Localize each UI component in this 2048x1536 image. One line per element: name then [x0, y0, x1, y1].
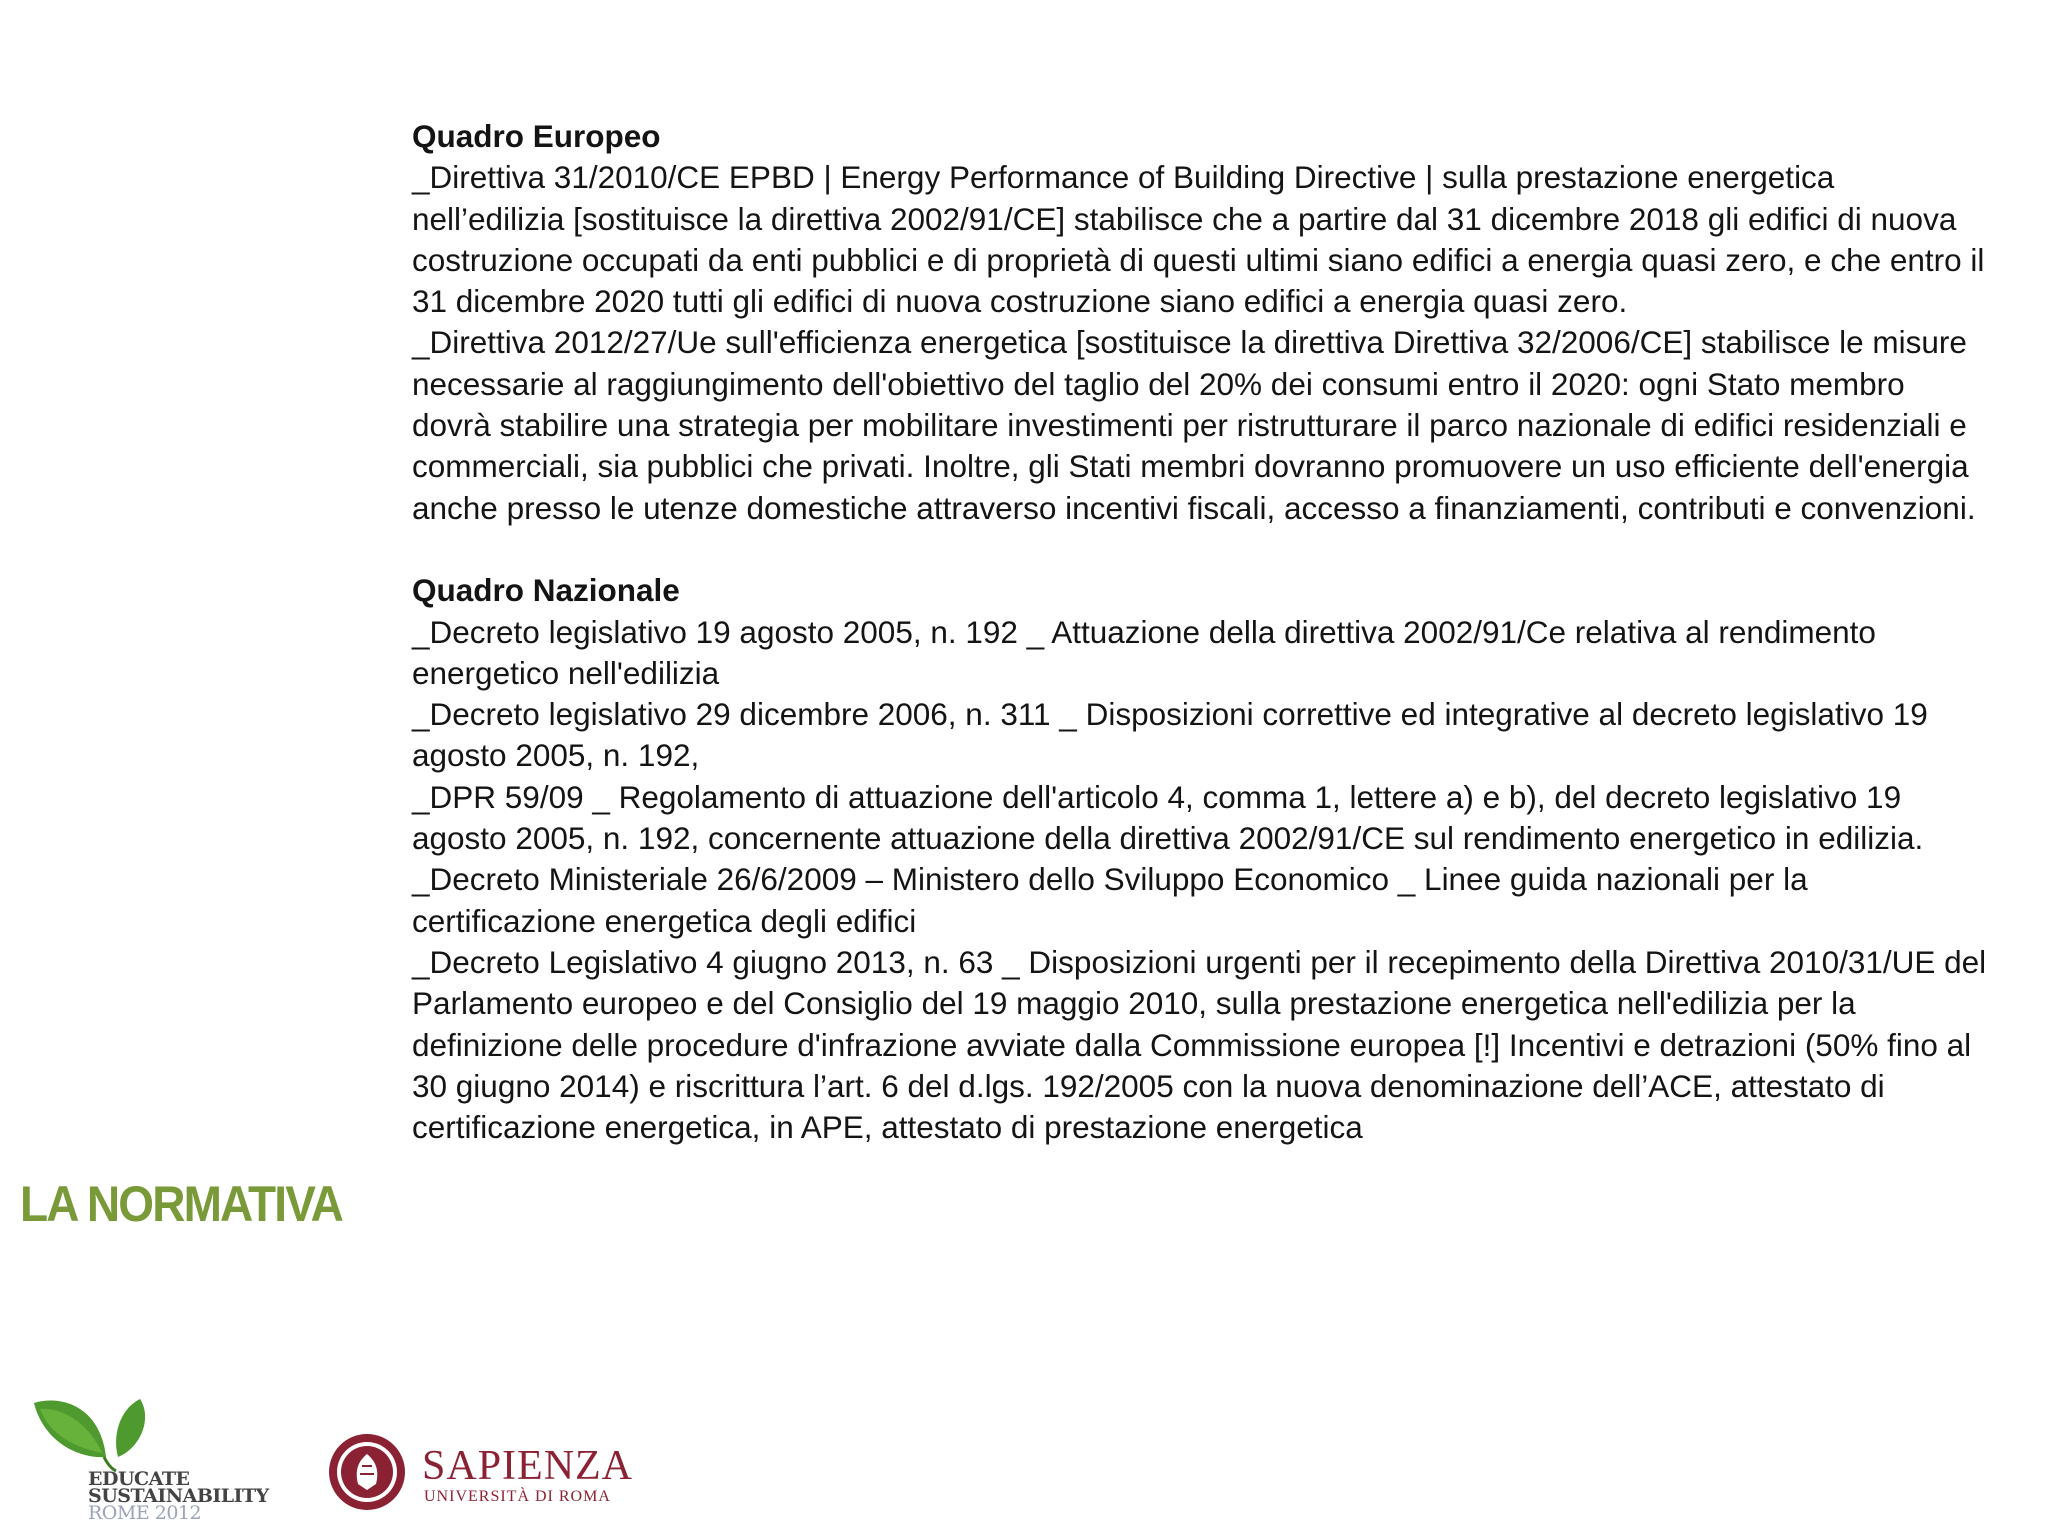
section-title: LA NORMATIVA	[20, 1176, 343, 1232]
sapienza-name: SAPIENZA	[422, 1443, 634, 1489]
university-seal-icon	[326, 1428, 408, 1516]
paragraph-national-4: _Decreto Ministeriale 26/6/2009 – Ministero dello Sviluppo Economico _ Linee guida nazionali per la certificazione energetica degli edifici	[412, 861, 1808, 939]
educate-wordmark	[88, 1468, 269, 1524]
educate-sustainability-logo	[30, 1395, 290, 1530]
educate-line1: EDUCATE	[88, 1468, 190, 1490]
paragraph-national-1: _Decreto legislativo 19 agosto 2005, n. 192 _ Attuazione della direttiva 2002/91/Ce relativa al rendimento energetico nell'edilizia	[412, 613, 1876, 691]
paragraph-national-2: _Decreto legislativo 29 dicembre 2006, n. 311 _ Disposizioni correttive ed integrative al decreto legislativo 19 agosto 2005, n. 192,	[412, 696, 1928, 774]
paragraph-national-5: _Decreto Legislativo 4 giugno 2013, n. 63 _ Disposizioni urgenti per il recepimento della Direttiva 2010/31/UE del Parlamento europeo e del Consiglio del 19 maggio 2010, sulla prestazione energetica nell'edilizia per la definizione delle procedure d'infrazione avviate dalla Commissione europea [!] Incentivi e detrazioni (50% fino al 30 giugno 2014) e riscrittura l’art. 6 del d.lgs. 192/2005 con la nuova denominazione dell’ACE, attestato di certificazione energetica, in APE, attestato di prestazione energetica	[412, 943, 1987, 1146]
educate-line3: ROME 2012	[88, 1502, 202, 1524]
heading-national: Quadro Nazionale	[412, 572, 680, 609]
educate-line2: SUSTAINABILITY	[88, 1485, 269, 1507]
paragraph-european-2: _Direttiva 2012/27/Ue sull'efficienza energetica [sostituisce la direttiva Direttiva 32/2006/CE] stabilisce le misure necessarie al raggiungimento dell'obiettivo del taglio del 20% dei consumi entro il 2020: ogni Stato membro dovrà stabilire una strategia per mobilitare investimenti per ristrutturare il parco nazionale di edifici residenziali e commerciali, sia pubblici che privati. Inoltre, gli Stati membri dovranno promuovere un uso efficiente dell'energia anche presso le utenze domestiche attraverso incentivi fiscali, accesso a finanziamenti, contributi e convenzioni.	[412, 324, 1976, 526]
section-gap	[412, 529, 1992, 570]
heading-european: Quadro Europeo	[412, 118, 661, 154]
main-content	[412, 116, 1992, 1148]
paragraph-national-3: _DPR 59/09 _ Regolamento di attuazione dell'articolo 4, comma 1, lettere a) e b), del decreto legislativo 19 agosto 2005, n. 192, concernente attuazione della direttiva 2002/91/CE sul rendimento energetico in edilizia.	[412, 778, 1924, 857]
sapienza-subtitle: UNIVERSITÀ DI ROMA	[424, 1488, 611, 1505]
green-leaves-icon	[30, 1395, 150, 1475]
sapienza-logo	[326, 1428, 634, 1518]
paragraph-european-1: _Direttiva 31/2010/CE EPBD | Energy Performance of Building Directive | sulla prestazione energetica nell’edilizia [sostituisce la direttiva 2002/91/CE] stabilisce che a partire dal 31 dicembre 2018 gli edifici di nuova costruzione occupati da enti pubblici e di proprietà di questi ultimi siano edifici a energia quasi zero, e che entro il 31 dicembre 2020 tutti gli edifici di nuova costruzione siano edifici a energia quasi zero.	[412, 159, 1985, 320]
